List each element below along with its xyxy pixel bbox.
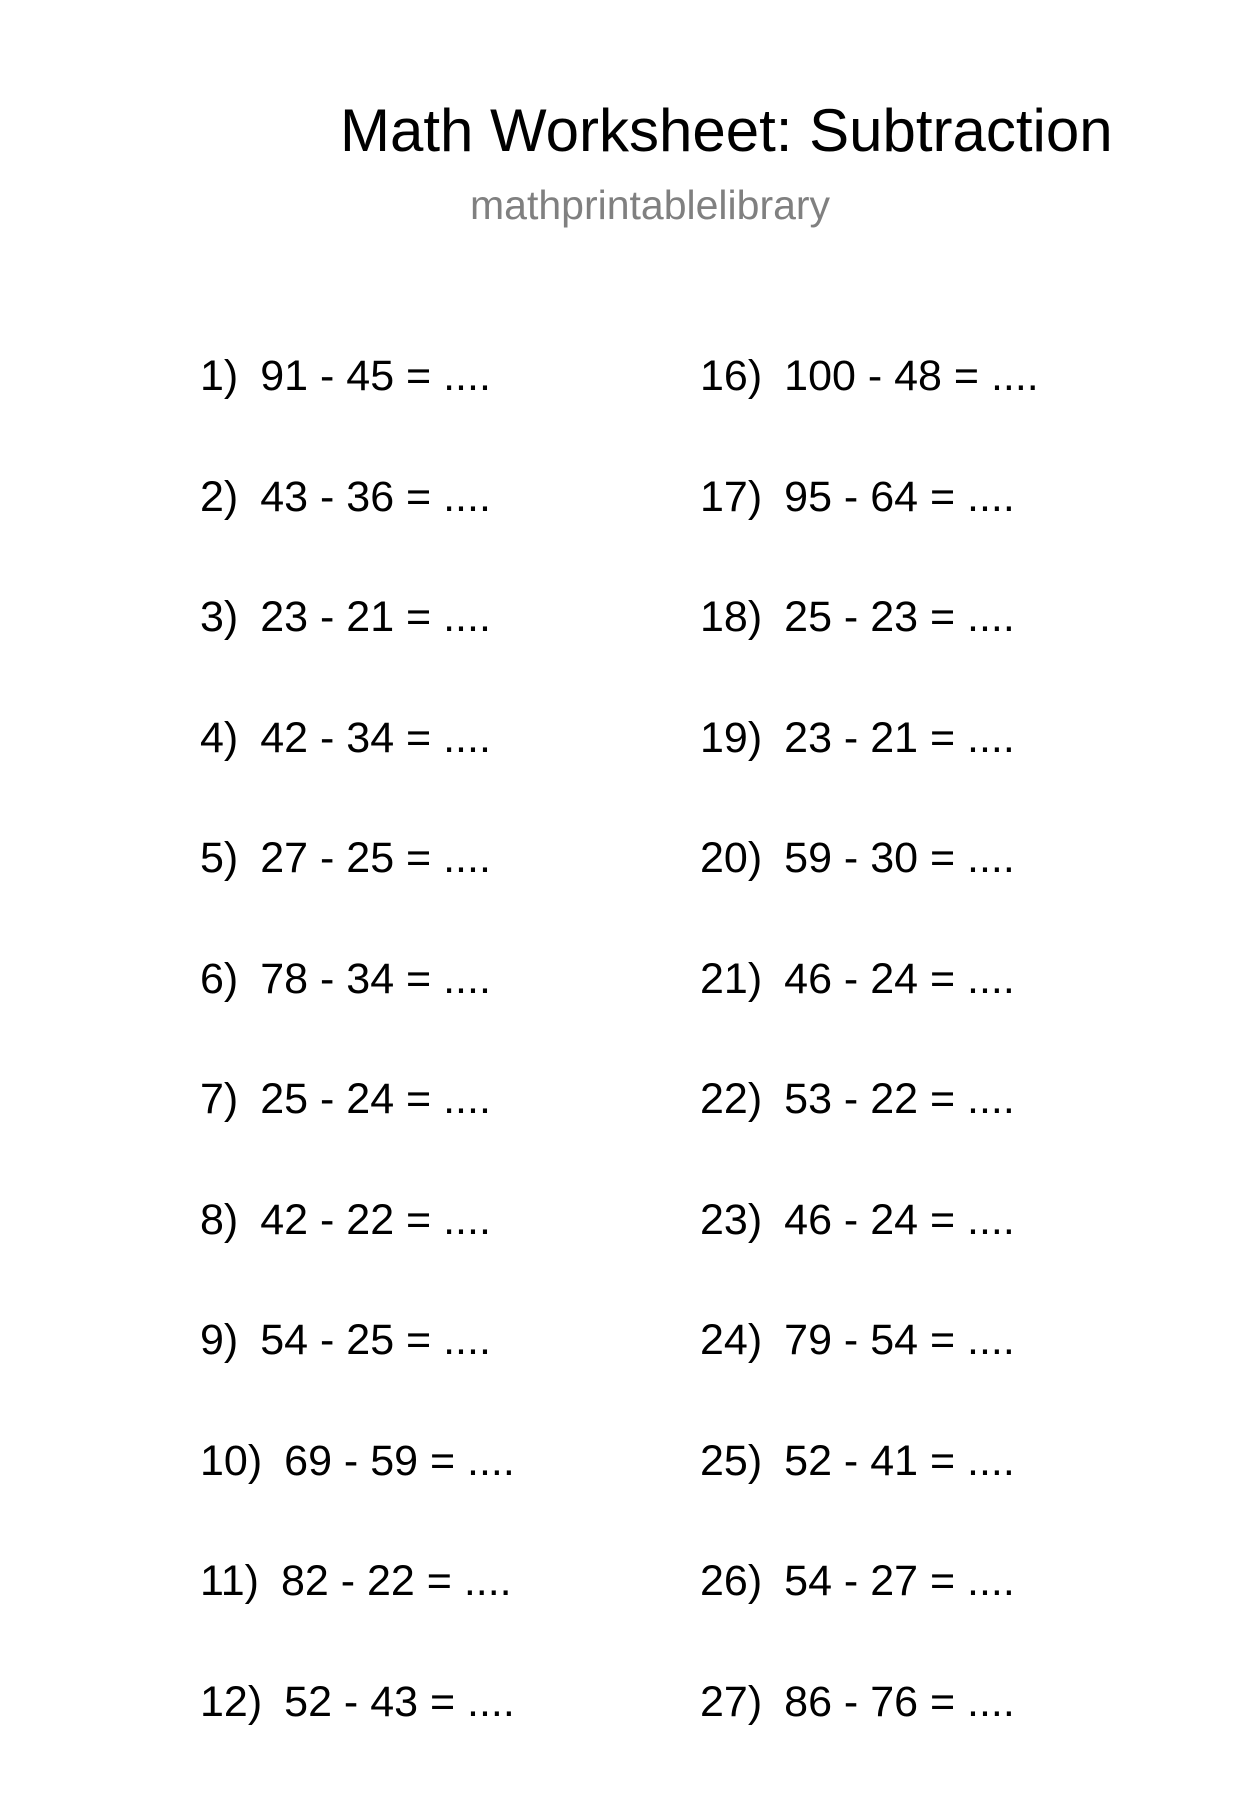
problem-expression: 46 - 24 = ....	[784, 955, 1015, 1003]
problem-number: 11)	[200, 1557, 259, 1605]
problem-item	[200, 591, 515, 712]
problem-item	[700, 471, 1039, 592]
problem-expression: 43 - 36 = ....	[260, 473, 491, 521]
problem-expression: 42 - 34 = ....	[260, 714, 491, 762]
problem-expression: 46 - 24 = ....	[784, 1196, 1015, 1244]
problem-number: 12)	[200, 1678, 262, 1726]
problem-number: 6)	[200, 955, 238, 1003]
problem-number: 16)	[700, 352, 762, 400]
problem-item	[700, 953, 1039, 1074]
problem-expression: 52 - 43 = ....	[284, 1678, 515, 1726]
problem-number: 8)	[200, 1196, 238, 1244]
problem-number: 5)	[200, 834, 238, 882]
problem-number: 18)	[700, 593, 762, 641]
problem-item	[200, 1435, 515, 1556]
problem-expression: 95 - 64 = ....	[784, 473, 1015, 521]
problem-item	[700, 1073, 1039, 1194]
problem-number: 2)	[200, 473, 238, 521]
problem-item	[200, 1676, 515, 1796]
problem-expression: 54 - 27 = ....	[784, 1557, 1015, 1605]
problem-item	[200, 1073, 515, 1194]
problem-item	[700, 350, 1039, 471]
problem-number: 27)	[700, 1678, 762, 1726]
problem-number: 7)	[200, 1075, 238, 1123]
problem-expression: 23 - 21 = ....	[260, 593, 491, 641]
problem-item	[200, 1314, 515, 1435]
problem-expression: 69 - 59 = ....	[284, 1437, 515, 1485]
problem-number: 3)	[200, 593, 238, 641]
problem-expression: 23 - 21 = ....	[784, 714, 1015, 762]
problem-expression: 82 - 22 = ....	[281, 1557, 512, 1605]
problem-item	[200, 953, 515, 1074]
problem-item	[700, 1194, 1039, 1315]
problem-expression: 54 - 25 = ....	[260, 1316, 491, 1364]
problem-number: 10)	[200, 1437, 262, 1485]
problem-number: 19)	[700, 714, 762, 762]
problem-item	[200, 712, 515, 833]
problems-right-column	[700, 350, 1039, 1796]
problem-expression: 53 - 22 = ....	[784, 1075, 1015, 1123]
problem-item	[200, 471, 515, 592]
problem-expression: 42 - 22 = ....	[260, 1196, 491, 1244]
problems-left-column	[200, 350, 515, 1796]
problem-expression: 91 - 45 = ....	[260, 352, 491, 400]
problem-number: 21)	[700, 955, 762, 1003]
problem-expression: 59 - 30 = ....	[784, 834, 1015, 882]
problem-expression: 52 - 41 = ....	[784, 1437, 1015, 1485]
problem-number: 26)	[700, 1557, 762, 1605]
problem-number: 25)	[700, 1437, 762, 1485]
worksheet-title: Math Worksheet: Subtraction	[340, 96, 1113, 165]
problem-item	[700, 1314, 1039, 1435]
problem-expression: 25 - 24 = ....	[260, 1075, 491, 1123]
problem-expression: 100 - 48 = ....	[784, 352, 1039, 400]
problem-number: 4)	[200, 714, 238, 762]
problem-item	[200, 832, 515, 953]
problem-item	[700, 832, 1039, 953]
problem-item	[700, 1676, 1039, 1796]
problem-expression: 27 - 25 = ....	[260, 834, 491, 882]
problem-item	[700, 1555, 1039, 1676]
problem-number: 24)	[700, 1316, 762, 1364]
problem-item	[700, 712, 1039, 833]
problem-item	[200, 350, 515, 471]
problem-number: 17)	[700, 473, 762, 521]
problem-item	[200, 1194, 515, 1315]
problem-number: 20)	[700, 834, 762, 882]
problem-number: 22)	[700, 1075, 762, 1123]
problem-item	[700, 1435, 1039, 1556]
problem-number: 23)	[700, 1196, 762, 1244]
problem-number: 9)	[200, 1316, 238, 1364]
problem-expression: 79 - 54 = ....	[784, 1316, 1015, 1364]
problem-number: 1)	[200, 352, 238, 400]
problem-expression: 78 - 34 = ....	[260, 955, 491, 1003]
problem-item	[200, 1555, 515, 1676]
problem-expression: 25 - 23 = ....	[784, 593, 1015, 641]
problem-expression: 86 - 76 = ....	[784, 1678, 1015, 1726]
problem-item	[700, 591, 1039, 712]
worksheet-subtitle: mathprintablelibrary	[470, 182, 830, 229]
